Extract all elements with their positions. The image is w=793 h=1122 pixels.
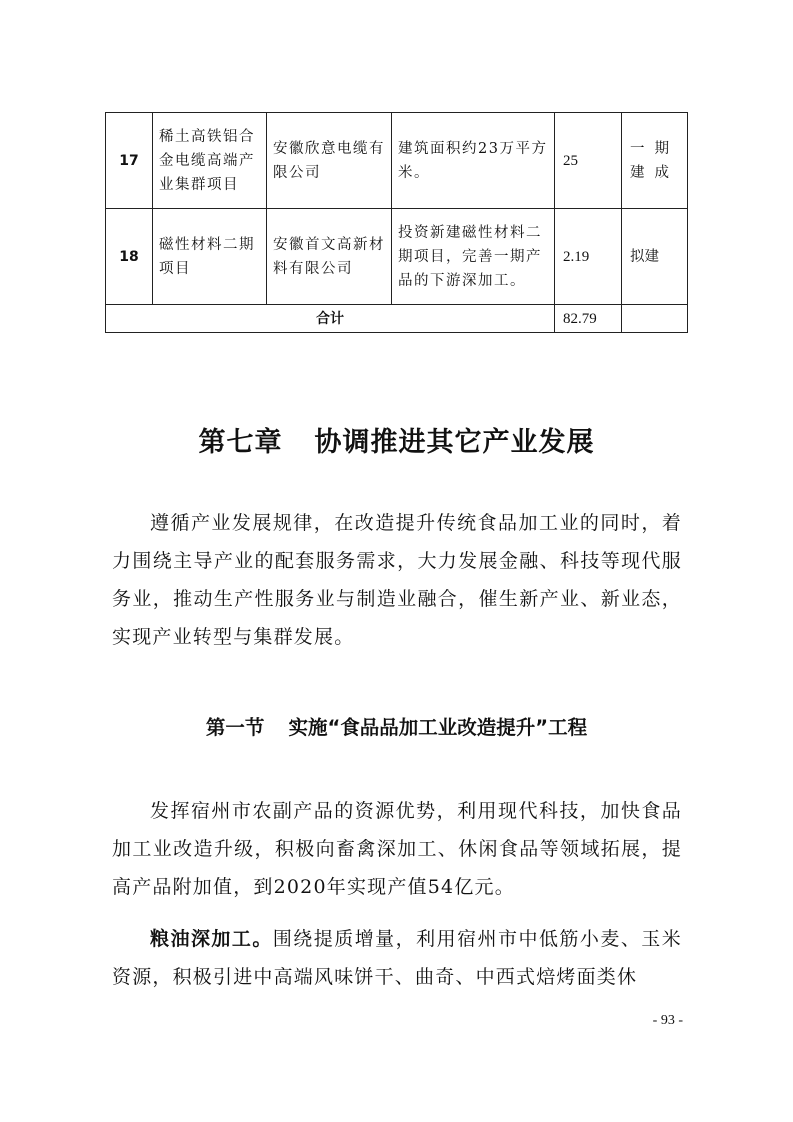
table-row xyxy=(106,113,688,209)
project-content: 建筑面积约23万平方米。 xyxy=(392,113,555,209)
investment-value: 25 xyxy=(555,113,622,209)
investment-value: 2.19 xyxy=(555,209,622,305)
project-table xyxy=(105,112,688,333)
company-name: 安徽欣意电缆有限公司 xyxy=(267,113,392,209)
total-label: 合计 xyxy=(106,305,555,333)
company-name: 安徽首文高新材料有限公司 xyxy=(267,209,392,305)
page-number: - 93 - xyxy=(652,1013,683,1028)
section-number: 第一节 xyxy=(205,716,265,739)
grain-lead: 粮油深加工。 xyxy=(150,928,273,950)
section-paragraph: 发挥宿州市农副产品的资源优势，利用现代科技，加快食品加工业改造升级，积极向畜禽深加工、休闲食品等领域拓展，提高产品附加值，到2020年实现产值54亿元。 xyxy=(112,800,682,898)
intro-paragraph: 遵循产业发展规律，在改造提升传统食品加工业的同时，着力围绕主导产业的配套服务需求，大力发展金融、科技等现代服务业，推动生产性服务业与制造业融合，催生新产业、新业态，实现产业转型与集群发展。 xyxy=(112,512,682,648)
row-number: 18 xyxy=(106,209,153,305)
project-status: 一期建成 xyxy=(622,113,688,209)
chapter-number: 第七章 xyxy=(198,427,283,458)
total-value: 82.79 xyxy=(555,305,622,333)
chapter-heading xyxy=(0,420,793,459)
project-status: 拟建 xyxy=(622,209,688,305)
table-row xyxy=(106,209,688,305)
table-total-row xyxy=(106,305,688,333)
section-title: 实施“食品品加工业改造提升”工程 xyxy=(288,716,588,739)
total-status xyxy=(622,305,688,333)
row-number: 17 xyxy=(106,113,153,209)
grain-text: 围绕提质增量，利用宿州市中低筋小麦、玉米资源，积极引进中高端风味饼干、曲奇、中西式焙烤面类休 xyxy=(112,928,682,988)
project-content: 投资新建磁性材料二期项目，完善一期产品的下游深加工。 xyxy=(392,209,555,305)
project-name: 稀土高铁铝合金电缆高端产业集群项目 xyxy=(153,113,267,209)
project-name: 磁性材料二期项目 xyxy=(153,209,267,305)
chapter-title: 协调推进其它产业发展 xyxy=(314,427,595,458)
grain-paragraph xyxy=(112,920,682,996)
section-heading xyxy=(0,712,793,740)
